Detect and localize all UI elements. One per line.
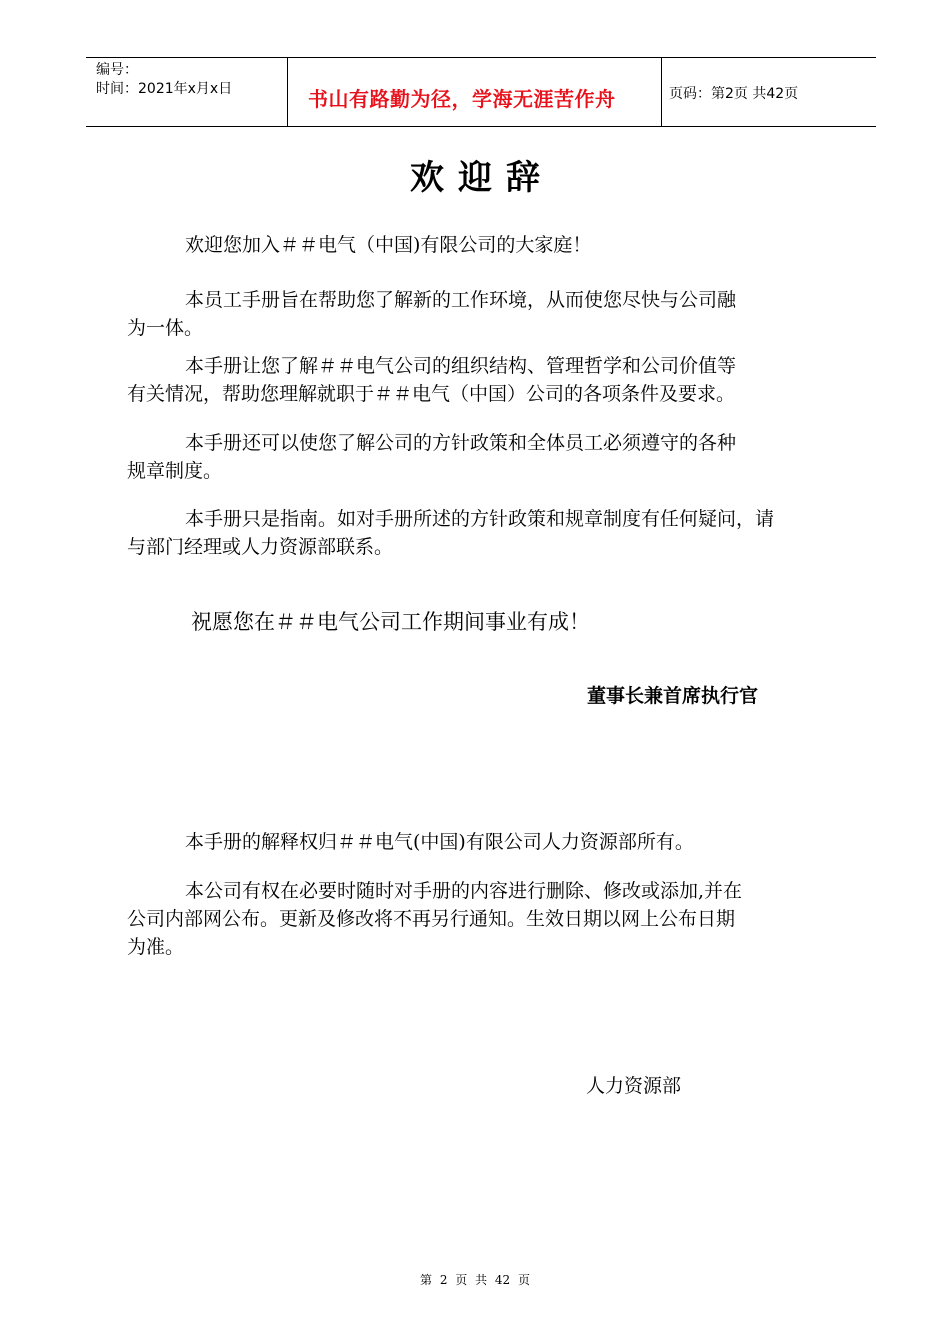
guide-paragraph xyxy=(127,505,857,561)
welcome-paragraph xyxy=(127,231,857,259)
header-page-cell xyxy=(661,58,876,126)
policy-paragraph xyxy=(127,429,857,485)
paragraph-line: 为一体。 xyxy=(127,317,204,339)
page-footer: 第 2 页 共 42 页 xyxy=(420,1273,530,1287)
header-motto-cell xyxy=(287,58,662,126)
paragraph-line: 本公司有权在必要时随时对手册的内容进行删除、修改或添加,并在 xyxy=(185,880,743,902)
paragraph-line: 规章制度。 xyxy=(127,460,223,482)
interpretation-note xyxy=(127,828,857,856)
paragraph-line: 公司内部网公布。更新及修改将不再另行通知。生效日期以网上公布日期 xyxy=(127,908,736,930)
header-motto: 书山有路勤为径，学海无涯苦作舟 xyxy=(308,87,616,111)
hr-signature: 人力资源部 xyxy=(586,1075,682,1097)
paragraph-line: 为准。 xyxy=(127,936,185,958)
document-time-label: 时间：2021年x月x日 xyxy=(96,81,233,97)
paragraph-line: 本手册只是指南。如对手册所述的方针政策和规章制度有任何疑问，请 xyxy=(185,508,775,530)
amendment-note xyxy=(127,877,857,961)
purpose-paragraph xyxy=(127,286,857,342)
paragraph-line: 本手册让您了解＃＃电气公司的组织结构、管理哲学和公司价值等 xyxy=(185,355,737,377)
paragraph-line: 欢迎您加入＃＃电气（中国)有限公司的大家庭！ xyxy=(185,234,592,256)
document-header xyxy=(86,57,876,127)
structure-paragraph xyxy=(127,352,857,408)
header-page-info: 页码：第2页 共42页 xyxy=(669,86,799,102)
paragraph-line: 有关情况，帮助您理解就职于＃＃电气（中国）公司的各项条件及要求。 xyxy=(127,383,736,405)
paragraph-line: 与部门经理或人力资源部联系。 xyxy=(127,536,394,558)
header-meta-cell xyxy=(86,58,286,126)
document-number-label: 编号： xyxy=(96,62,138,78)
paragraph-line: 本手册还可以使您了解公司的方针政策和全体员工必须遵守的各种 xyxy=(185,432,737,454)
paragraph-line: 本手册的解释权归＃＃电气(中国)有限公司人力资源部所有。 xyxy=(185,831,694,853)
closing-wish: 祝愿您在＃＃电气公司工作期间事业有成！ xyxy=(191,610,590,634)
executive-signature: 董事长兼首席执行官 xyxy=(587,685,759,707)
paragraph-line: 本员工手册旨在帮助您了解新的工作环境，从而使您尽快与公司融 xyxy=(185,289,737,311)
page-title: 欢迎辞 xyxy=(410,158,554,198)
